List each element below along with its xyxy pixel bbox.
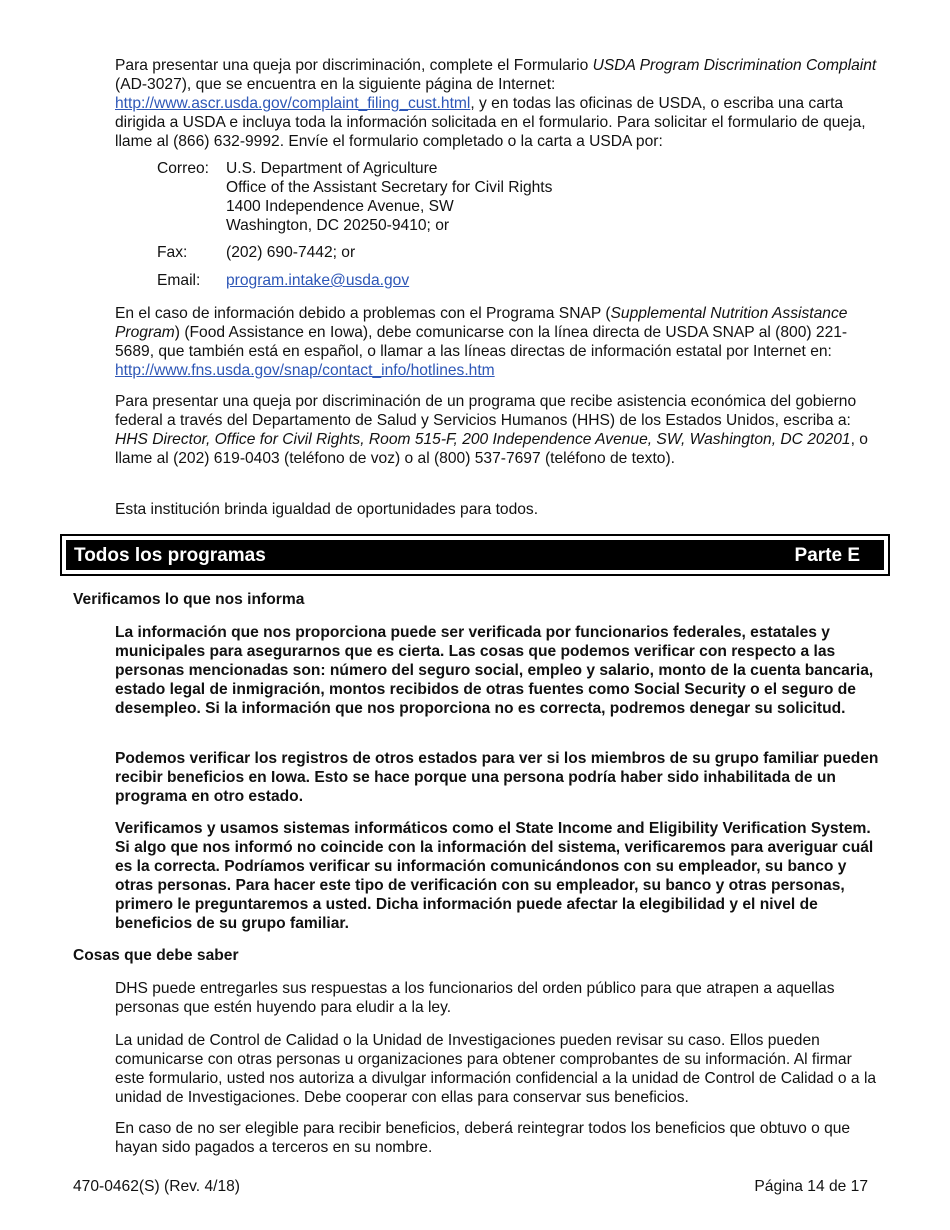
- complaint-form-link[interactable]: http://www.ascr.usda.gov/complaint_filing_cust.html: [115, 95, 471, 112]
- know-paragraph: La unidad de Control de Calidad o la Unidad de Investigaciones pueden revisar su caso. Ellos pueden comunicarse con otras personas u organizaciones para obtener comprobantes de su información. Al firmar este formulario, usted nos autoriza a divulgar información confidencial a la unidad de Control de Calidad o a la unidad de Investigaciones. Debe cooperar con ellas para conservar sus beneficios.: [115, 1032, 877, 1106]
- hhs-paragraph: [115, 392, 883, 468]
- know-paragraph: DHS puede entregarles sus respuestas a los funcionarios del orden público para que atrapen a aquellas personas que estén huyendo para eludir a la ley.: [115, 980, 835, 1016]
- address-line: Office of the Assistant Secretary for Civil Rights: [226, 179, 553, 196]
- snap-hotlines-link[interactable]: http://www.fns.usda.gov/snap/contact_info/hotlines.htm: [115, 362, 495, 379]
- snap-program-name: Supplemental Nutrition Assistance Program: [115, 305, 848, 341]
- page-number: Página 14 de 17: [754, 1178, 868, 1195]
- snap-text-1: En el caso de información debido a problemas con el Programa SNAP (: [115, 305, 611, 322]
- complaint-paragraph: [115, 56, 883, 151]
- intro-text-2: (AD-3027), que se encuentra en la siguiente página de Internet:: [115, 76, 556, 93]
- address-line: Washington, DC 20250-9410; or: [226, 217, 450, 234]
- fax-label: Fax:: [157, 244, 188, 261]
- verify-paragraph: Verificamos y usamos sistemas informáticos como el State Income and Eligibility Verification System. Si algo que nos informó no coincide con la información del sistema, verificaremos para averiguar cuál es la correcta. Podríamos verificar su información comunicándonos con su empleador, su banco y otras personas. Para hacer este tipo de verificación con su empleador, su banco y otras personas, primero le preguntaremos a usted. Dicha información puede afectar la elegibilidad y el nivel de beneficios de su grupo familiar.: [115, 820, 874, 932]
- verify-paragraph: Podemos verificar los registros de otros estados para ver si los miembros de su grupo familiar pueden recibir beneficios en Iowa. Esto se hace porque una persona podría haber sido inhabilitada de un programa en otro estado.: [115, 750, 879, 805]
- hhs-text-1: Para presentar una queja por discriminación de un programa que recibe asistencia económica del gobierno federal a través del Departamento de Salud y Servicios Humanos (HHS) de los Estados Unidos, escriba a:: [115, 393, 857, 429]
- section-heading-know: Cosas que debe saber: [73, 947, 239, 964]
- email-label: Email:: [157, 272, 201, 289]
- intro-text-1: Para presentar una queja por discriminación, complete el Formulario: [115, 57, 593, 74]
- email-link[interactable]: program.intake@usda.gov: [226, 272, 410, 289]
- hhs-address: HHS Director, Office for Civil Rights, Room 515-F, 200 Independence Avenue, SW, Washington, DC 20201: [115, 431, 851, 448]
- verify-paragraph: La información que nos proporciona puede ser verificada por funcionarios federales, estatales y municipales para asegurarnos que es cierta. Las cosas que podemos verificar con respecto a las personas mencionadas son: número del seguro social, empleo y salario, monto de la cuenta bancaria, estado legal de inmigración, montos recibidos de otras fuentes como Social Security o el seguro de desempleo. Si la información que nos proporciona no es correcta, podremos denegar su solicitud.: [115, 624, 874, 717]
- address-line: 1400 Independence Avenue, SW: [226, 198, 454, 215]
- section-banner: [60, 534, 890, 576]
- equal-opportunity-statement: Esta institución brinda igualdad de oportunidades para todos.: [115, 501, 539, 518]
- snap-text-2: ) (Food Assistance en Iowa), debe comunicarse con la línea directa de USDA SNAP al (800) 221-5689, que también está en español, o llamar a las líneas directas de información estatal por Internet en:: [115, 324, 848, 360]
- snap-paragraph: [115, 304, 883, 380]
- banner-part-label: Parte E: [794, 545, 860, 566]
- mail-address: [226, 159, 846, 235]
- address-line: U.S. Department of Agriculture: [226, 160, 438, 177]
- know-paragraph: En caso de no ser elegible para recibir beneficios, deberá reintegrar todos los beneficios que obtuvo o que hayan sido pagados a terceros en su nombre.: [115, 1120, 851, 1156]
- banner-title: Todos los programas: [74, 545, 266, 566]
- form-name: USDA Program Discrimination Complaint: [592, 57, 877, 74]
- banner-fill: [66, 540, 884, 570]
- fax-number: (202) 690-7442; or: [226, 244, 356, 261]
- section-heading-verify: Verificamos lo que nos informa: [73, 591, 305, 608]
- form-id: 470-0462(S) (Rev. 4/18): [73, 1178, 240, 1195]
- mail-label: Correo:: [157, 160, 209, 177]
- intro-text-3: , y en todas las oficinas de USDA, o escriba una carta dirigida a USDA e incluya toda la información solicitada en el formulario. Para solicitar el formulario de queja, llame al (866) 632-9992. Envíe el formulario completado o la carta a USDA por:: [115, 95, 866, 150]
- hhs-text-2: , o llame al (202) 619-0403 (teléfono de voz) o al (800) 537-7697 (teléfono de texto).: [115, 431, 868, 467]
